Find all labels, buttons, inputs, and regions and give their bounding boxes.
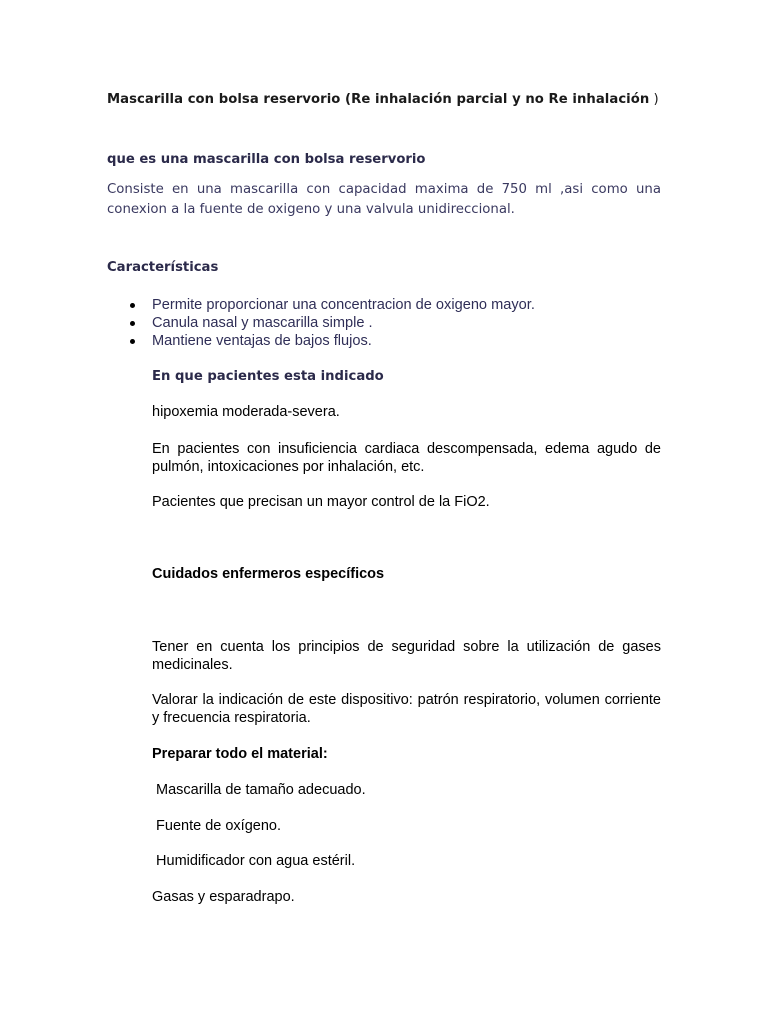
characteristics-list — [128, 296, 535, 350]
bullet-icon — [130, 321, 135, 326]
document-title — [107, 92, 659, 107]
material-item: Mascarilla de tamaño adecuado. — [152, 782, 366, 798]
care-heading: Cuidados enfermeros específicos — [152, 566, 385, 582]
bullet-icon — [130, 303, 135, 308]
list-item-text: Permite proporcionar una concentracion de oxigeno mayor. — [152, 297, 535, 313]
document-title-tail: ) — [649, 92, 659, 107]
definition-heading: que es una mascarilla con bolsa reservorio — [107, 152, 426, 167]
document-title-main: Mascarilla con bolsa reservorio (Re inhalación parcial y no Re inhalación — [107, 92, 650, 107]
list-item-text: Canula nasal y mascarilla simple . — [152, 315, 373, 331]
material-item: Humidificador con agua estéril. — [152, 853, 356, 869]
care-paragraph: Valorar la indicación de este dispositivo: patrón respiratorio, volumen corriente y frecuencia respiratoria. — [152, 692, 661, 726]
indication-text: En pacientes con insuficiencia cardiaca descompensada, edema agudo de pulmón, intoxicaciones por inhalación, etc. — [152, 441, 661, 475]
indication-text: Pacientes que precisan un mayor control de la FiO2. — [152, 494, 490, 510]
bullet-icon — [130, 339, 135, 344]
material-item: Gasas y esparadrapo. — [152, 889, 295, 905]
care-paragraph: Tener en cuenta los principios de seguridad sobre la utilización de gases medicinales. — [152, 639, 661, 673]
characteristics-heading: Características — [107, 260, 219, 275]
list-item — [128, 314, 535, 332]
list-item — [128, 296, 535, 314]
material-item: Fuente de oxígeno. — [152, 818, 281, 834]
indication-text: hipoxemia moderada-severa. — [152, 404, 340, 420]
material-heading: Preparar todo el material: — [152, 746, 328, 762]
list-item-text: Mantiene ventajas de bajos flujos. — [152, 333, 372, 349]
list-item — [128, 332, 535, 350]
indications-heading: En que pacientes esta indicado — [152, 369, 384, 384]
definition-paragraph: Consiste en una mascarilla con capacidad maxima de 750 ml ,asi como una conexion a la fuente de oxigeno y una valvula unidireccional. — [107, 182, 661, 217]
